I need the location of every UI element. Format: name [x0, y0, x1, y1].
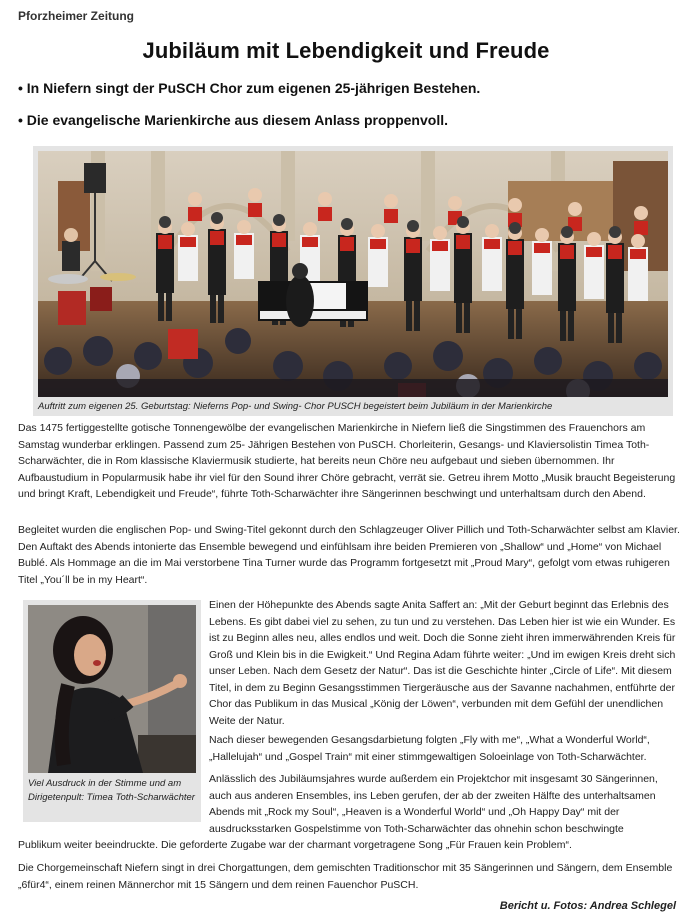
paragraph-continuation: Publikum weiter beeindruckte. Die geforderte Zugabe war der charmant vorgetragene Song „Für Frauen kein Problem“.	[18, 839, 572, 851]
column-paragraph-2: Nach dieser bewegenden Gesangsdarbietung folgten „Fly with me“, „What a Wonderful World“, „Hallelujah“ und „Gospel Train“ mit einer stimmgewaltigen Soloeinlage von Toth-Scharwächter.	[209, 734, 650, 763]
closing-paragraph: Die Chorgemeinschaft Niefern singt in drei Chorgattungen, dem gemischten Traditionschor mit 35 Sängerinnen und Sängern, dem Ensemble „6für4“, einem reinen Männerchor mit 15 Sängern und dem reinen Fauenchor PuSCH.	[18, 862, 673, 891]
column-paragraph-1: Einen der Höhepunkte des Abends sagte Anita Saffert an: „Mit der Geburt beginnt das Erlebnis des Lebens. Es gibt dabei viel zu sehen, zu tun und zu verstehen. Das Leben hier ist wie ein Wunder. Es ist zu Beginn alles neu, alles endlos und weit. Doch die Sonne zieht ihren immerwährenden Kreis für Groß und Klein bis in die Ewigkeit.“ Und Regina Adam führte weiter: „Und im ewigen Kreis dreht sich unser Leben. Nach dem Gesetz der Natur“. Das ist die Geschichte hinter „Circle of Life“. Mit diesem Titel, in dem zu Beginn Gesangsstimmen Tiergeräusche aus der Savanne nachahmen, entführte der Chor das Publikum in das Musical „König der Löwen“, verbunden mit dem Gefühl der unendlichen Weite der Natur.	[209, 599, 676, 727]
side-photo-caption: Viel Ausdruck in der Stimme und am Dirigetenpult: Timea Toth-Scharwächter	[28, 778, 195, 803]
conductor-photo	[28, 605, 196, 773]
photo-credit: Bericht u. Fotos: Andrea Schlegel	[499, 900, 676, 912]
newspaper-name: Pforzheimer Zeitung	[18, 9, 135, 23]
article-paragraph-1: Das 1475 fertiggestellte gotische Tonnengewölbe der evangelischen Marienkirche in Niefern ließ die Singstimmen des Frauenchors am Samstag wunderbar erklingen. Passend zum 25- Jährigen Bestehen von PuSCH. Chorleiterin, Gesangs- und Klaviersolistin Timea Toth-Scharwächter, die in Rom klassische Klaviermusik studierte, hat bereits neun Chöre neu aufgebaut und sieben übernommen. Ihr Aufbaustudium in Popularmusik habe ihr viel für den Sound ihrer Chöre gebracht, verrät sie. Getreu ihrem Motto „Musik braucht Begeisterung und bringt Kraft, Lebendigkeit und Freude“, führte Toth-Scharwächter ihre Sängerinnen beschwingt und unterhaltsam durch den Abend.	[18, 422, 676, 500]
subheadline-bullet-2: • Die evangelische Marienkirche aus diesem Anlass proppenvoll.	[18, 112, 448, 128]
article-paragraph-2: Begleitet wurden die englischen Pop- und Swing-Titel gekonnt durch den Schlagzeuger Oliver Pillich und Toth-Scharwächter selbst am Klavier. Den Auftakt des Abends intonierte das Ensemble bewegend und einfühlsam ihre beiden Premieren von „Shallow“ und „Home“ von Michael Bublé. Als Hommage an die im Mai verstorbene Tina Turner wurde das Programm fortgesetzt mit „Proud Mary“, gefolgt vom etwas ruhigeren Titel „You´ll be in my Heart“.	[18, 524, 680, 586]
subheadline-bullet-1: • In Niefern singt der PuSCH Chor zum eigenen 25-jährigen Bestehen.	[18, 80, 481, 96]
article-headline: Jubiläum mit Lebendigkeit und Freude	[142, 38, 550, 63]
column-paragraph-3: Anlässlich des Jubiläumsjahres wurde außerdem ein Projektchor mit insgesamt 30 Sängerinnen, auch aus anderen Ensembles, ins Leben gerufen, der ab der zweiten Hälfte des unterhaltsamen Abends mit „Rock my Soul“, „Heaven is a Wonderful World“ und „Oh Happy Day“ mit der ausdrucksstarken Gospelstimme von Toth-Scharwächter das ohnehin schon beschwingte	[209, 773, 658, 835]
main-photo-caption: Auftritt zum eigenen 25. Geburtstag: Nieferns Pop- und Swing- Chor PUSCH begeistert beim Jubiläum in der Marienkirche	[38, 401, 553, 412]
choir-concert-photo	[38, 151, 668, 397]
